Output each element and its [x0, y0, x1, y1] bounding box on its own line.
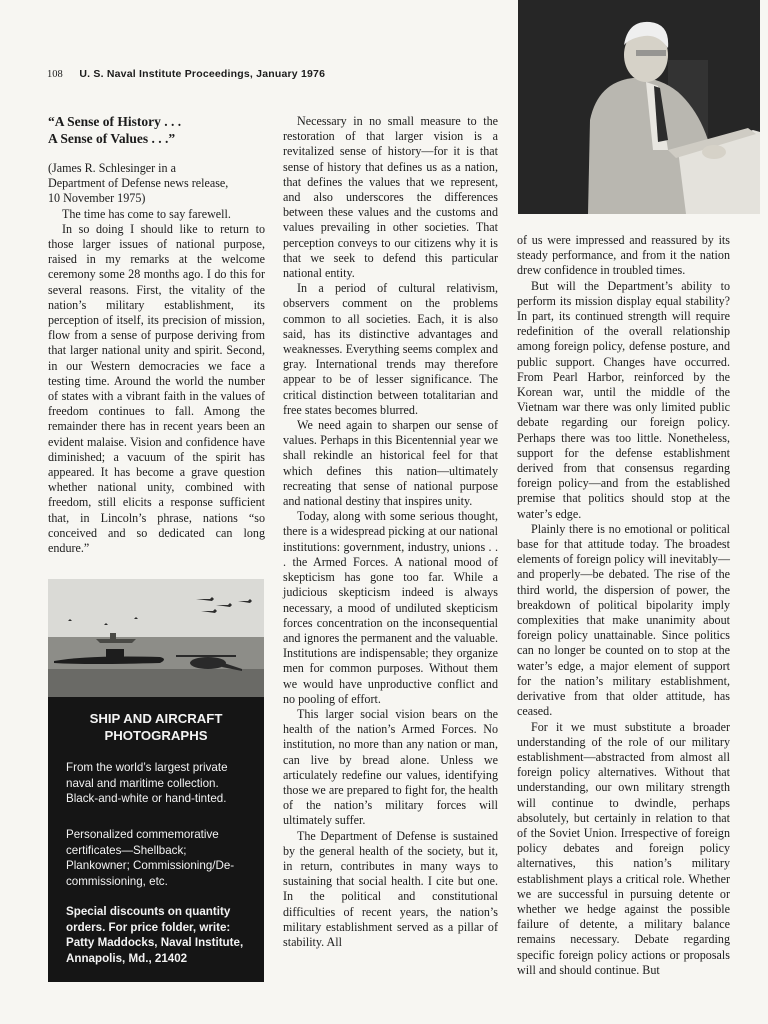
running-header — [47, 68, 467, 80]
article-source — [48, 161, 265, 207]
article-column-1 — [48, 113, 265, 556]
ship-aircraft-photo — [48, 579, 264, 697]
source-line-1: (James R. Schlesinger in a — [48, 161, 176, 175]
headline-line-2: A Sense of Values . . .” — [48, 131, 176, 146]
ship-aircraft-illustration — [48, 579, 264, 697]
paragraph: We need again to sharpen our sense of values. Perhaps in this Bicentennial year we shall rekindle an historical feel for that which defines this nation—ultimately recreating that sense of national purpose and national destiny that inspires unity. — [283, 418, 498, 509]
ad-description: From the world’s largest private naval and maritime collection. Black-and-white or hand-tinted. — [66, 761, 228, 806]
headline-line-1: “A Sense of History . . . — [48, 114, 182, 129]
ad-title — [56, 710, 256, 744]
paragraph: The time has come to say farewell. — [62, 206, 231, 221]
ad-title-line-1: SHIP AND AIRCRAFT — [89, 711, 223, 726]
paragraph: Necessary in no small measure to the restoration of that larger vision is a revitalized sense of history—for it is that sense of history that defines us as a nation, that defines the values that we represent, and also underscores the differences between these values and the customs and values prevailing in other societies. That perception conveys to our citizens why it is that we seek to defend this particular national entity. — [283, 114, 498, 281]
paragraph: In a period of cultural relativism, observers comment on the problems common to all societies. Each, it is also said, has its distinctive advantages and weaknesses. Everything seems complex and gray. International trends may therefore appear to be of lesser significance. The critical distinction between totalitarian and free states becomes blurred. — [283, 281, 498, 417]
ad-order-info: Special discounts on quantity orders. For price folder, write: Patty Maddocks, Naval Institute, Annapolis, Md., 21402 — [66, 905, 244, 965]
paragraph: In so doing I should like to return to those larger issues of national purpose, raised in my remarks at the welcome ceremony some 28 months ago. I do this for several reasons. First, the vitality of the nation’s military establishment, its perception of itself, its precision of mission, flow from a sense of purpose deriving from that larger national unity and spirit. Second, in our Western democracies we face a testing time. Around the world the number of states with a vibrant faith in the values of freedom continues to fall. Among the remainder there has in recent years been an evident malaise. Vision and confidence have diminished; a vacuum of the spirit has appeared. It has become a grave question whether national unity, combined with freedom, still elicits a response sufficient that, in Lincoln’s phrase, nations “so conceived and so dedicated can long endure.” — [48, 221, 265, 556]
paragraph: of us were impressed and reassured by its steady performance, and from it the nation drew confidence in troubled times. — [517, 233, 730, 278]
article-column-2 — [283, 114, 498, 950]
source-line-2: Department of Defense news release, — [48, 176, 229, 191]
article-column-3 — [517, 233, 730, 978]
photographs-advertisement — [48, 579, 264, 982]
speaker-photo-illustration — [518, 0, 760, 214]
ad-certificates: Personalized commemorative certificates—Shellback; Plankowner; Commissioning/De-commissioning, etc. — [66, 828, 235, 888]
paragraph: Plainly there is no emotional or political base for that attitude today. The broadest elements of foreign policy will inevitably—and properly—be debated. The rise of the third world, the dispersion of power, the breakdown of political bipolarity imply complexities that make unanimity about foreign policy unattainable. Since politics can no longer be counted on to stop at the water’s edge, a major element of support for the nation’s military establishment, derivative from that older attitude, has ceased. — [517, 521, 730, 719]
paragraph: Today, along with some serious thought, there is a widespread picking at our national institutions: government, industry, unions . . . the Armed Forces. A national mood of skepticism has gone too far. While a judicious skepticism indeed is always necessary, a mood of undiluted skepticism forces concentration on the inconsequential and ignores the permanent and the valuable. Institutions are indispensable; they organize men for common purposes. Without them we would have unproductive conflict and no pooling of effort. — [283, 509, 498, 706]
paragraph: This larger social vision bears on the health of the nation’s Armed Forces. No institution, no more than any nation or man, can live by bread alone. Unless we articulately redefine our values, identifying those we are prepared to fight for, the health of the nation’s military forces will ultimately suffer. — [283, 706, 498, 828]
ad-title-line-2: PHOTOGRAPHS — [104, 728, 208, 743]
paragraph: But will the Department’s ability to perform its mission display equal stability? In part, its continued strength will require redefinition of the overall relationship among foreign policy, defense posture, and public support. Changes have occurred. From Pearl Harbor, reinforced by the Korean war, until the middle of the Vietnam war there was only limited public debate regarding our foreign policy. Perhaps there was too little. Nonetheless, support for the defense establishment derived from that consensus regarding foreign policy—and from the established premise that politics should stop at the water’s edge. — [517, 278, 730, 521]
speaker-photo — [518, 0, 760, 214]
page-number: 108 — [47, 69, 63, 80]
source-line-3: 10 November 1975) — [48, 191, 146, 206]
article-headline — [48, 113, 265, 147]
paragraph: For it we must substitute a broader understanding of the role of our military establishment—abstracted from almost all foreign policy alternatives. Without that understanding, our own military strength will continue to dwindle, perhaps absolutely, but certainly in relation to that of the Soviet Union. Irrespective of foreign policy debates and foreign policy alternatives, this nation’s military establishment plays a critical role. Whether we are successful in pursuing detente or whether we hedge against the possible failure of detente, a military balance remains necessary. Debate regarding specific foreign policy actions or proposals will and should continue. But — [517, 719, 730, 977]
paragraph: The Department of Defense is sustained by the general health of the society, but it, in return, contributes in many ways to sustaining that social health. I cite but one. In the political and constitutional difficulties of recent years, the nation’s military establishment served as a pillar of stability. All — [283, 828, 498, 949]
publication-title: U. S. Naval Institute Proceedings, January 1976 — [79, 68, 326, 80]
